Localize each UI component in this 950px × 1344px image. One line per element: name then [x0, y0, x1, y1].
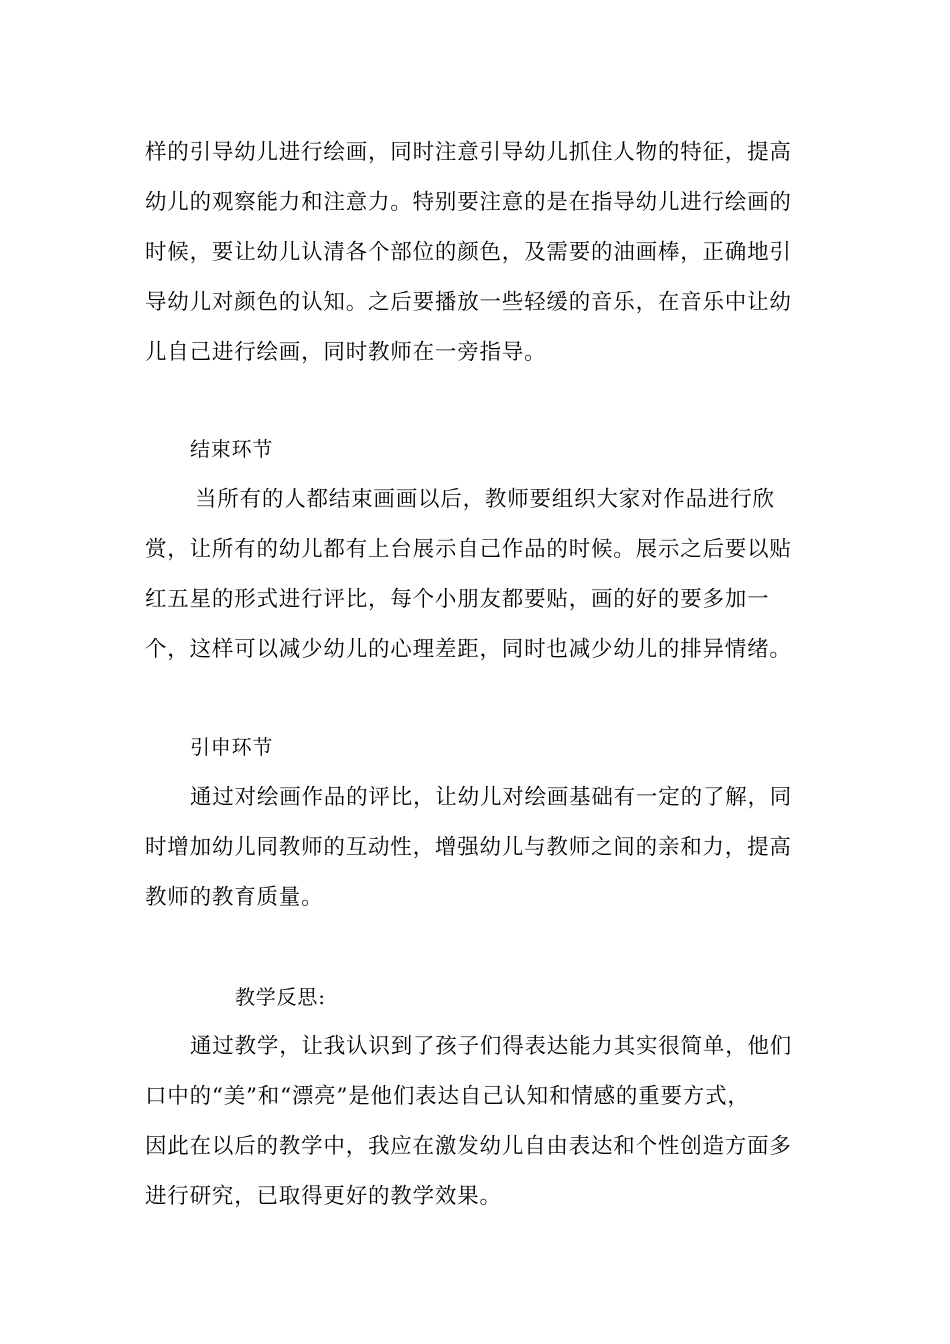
- text-line: 赏，让所有的幼儿都有上台展示自己作品的时候。展示之后要以贴: [145, 537, 792, 562]
- text-line: 口中的“美”和“漂亮”是他们表达自己认知和情感的重要方式，: [145, 1084, 750, 1109]
- text-line: 儿自己进行绘画，同时教师在一旁指导。: [145, 340, 547, 365]
- text-line: 导幼儿对颜色的认知。之后要播放一些轻缓的音乐，在音乐中让幼: [145, 290, 792, 315]
- heading-ending-section: [190, 424, 855, 474]
- paragraph-extension: [145, 773, 810, 923]
- text-line: 幼儿的观察能力和注意力。特别要注意的是在指导幼儿进行绘画的: [145, 190, 792, 215]
- heading-text: 引申环节: [190, 735, 274, 759]
- text-line: 红五星的形式进行评比，每个小朋友都要贴，画的好的要多加一: [145, 587, 770, 612]
- text-line: 通过对绘画作品的评比，让幼儿对绘画基础有一定的了解，同: [190, 785, 793, 810]
- text-line: 样的引导幼儿进行绘画，同时注意引导幼儿抓住人物的特征，提高: [145, 140, 792, 165]
- paragraph-drawing-guidance: [145, 128, 810, 378]
- heading-extension-section: [190, 722, 855, 772]
- text-line: 教师的教育质量。: [145, 885, 324, 910]
- text-line: 进行研究，已取得更好的教学效果。: [145, 1184, 502, 1209]
- heading-text: 结束环节: [190, 437, 274, 461]
- text-line: 因此在以后的教学中，我应在激发幼儿自由表达和个性创造方面多: [145, 1134, 792, 1159]
- paragraph-reflection: [145, 1022, 810, 1222]
- heading-teaching-reflection: [235, 972, 900, 1022]
- text-line: 时候，要让幼儿认清各个部位的颜色，及需要的油画棒，正确地引: [145, 240, 792, 265]
- text-line: 时增加幼儿同教师的互动性，增强幼儿与教师之间的亲和力，提高: [145, 835, 792, 860]
- text-line: 个，这样可以减少幼儿的心理差距，同时也减少幼儿的排异情绪。: [145, 637, 792, 662]
- heading-text: 教学反思:: [235, 985, 326, 1009]
- paragraph-ending: [145, 475, 810, 675]
- text-line: 当所有的人都结束画画以后，教师要组织大家对作品进行欣: [195, 487, 775, 512]
- text-line: 通过教学，让我认识到了孩子们得表达能力其实很简单，他们: [190, 1034, 793, 1059]
